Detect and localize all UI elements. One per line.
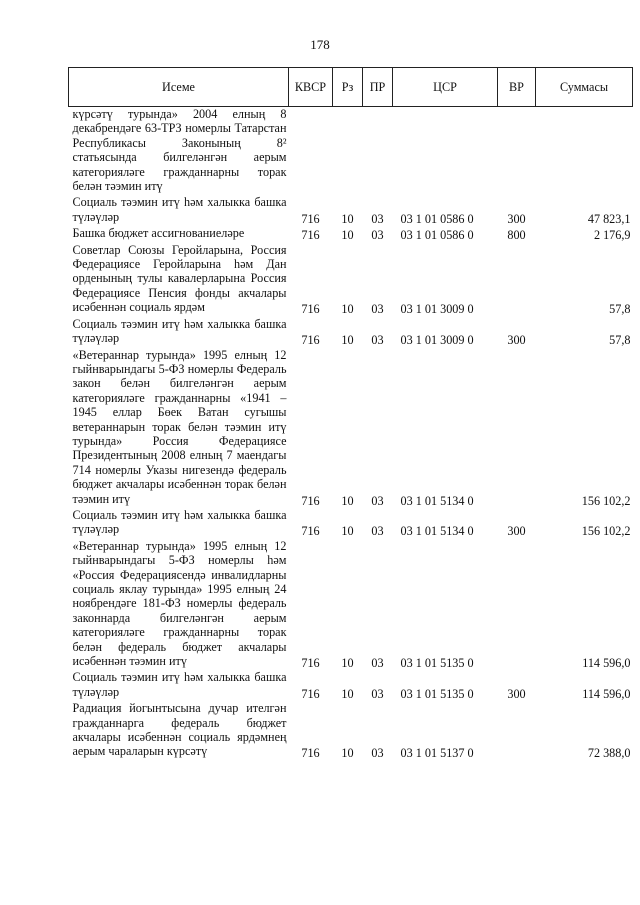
row-name: «Ветераннар турында» 1995 елның 12 гыйнварындагы 5-ФЗ номерлы Федераль закон белән билгеләнгән аерым категорияләге гражданнарны «1941 – 1945 еллар Бөек Ватан сугышы ветераннарын торак белән тәэмин итү турында» Россия Федерациясе Президентының 2008 елның 7 маендагы 714 номерлы Указы нигезендә федераль бюджет акчалары исәбеннән торак белән тәэмин итү <box>72 347 287 506</box>
row-kvsr: 716 <box>301 746 320 761</box>
row-rz: 10 <box>341 302 354 317</box>
row-csr: 03 1 01 0586 0 <box>400 211 474 226</box>
row-name: Социаль тәэмин итү һәм халыкка башка түләүләр <box>72 316 287 346</box>
row-pr: 03 <box>371 228 384 243</box>
header-csr: ЦСР <box>393 68 498 107</box>
table-row <box>69 107 633 196</box>
row-vr: 800 <box>507 228 526 243</box>
header-pr: ПР <box>363 68 393 107</box>
row-vr: 300 <box>507 524 526 539</box>
row-rz: 10 <box>341 211 354 226</box>
table-header-row <box>69 68 633 107</box>
row-rz: 10 <box>341 656 354 671</box>
header-vr: ВР <box>498 68 536 107</box>
table-row <box>69 317 633 348</box>
row-kvsr: 716 <box>301 524 320 539</box>
row-vr: 300 <box>507 333 526 348</box>
table-row <box>69 243 633 317</box>
table-row <box>69 348 633 508</box>
row-kvsr: 716 <box>301 656 320 671</box>
row-kvsr: 716 <box>301 228 320 243</box>
row-csr: 03 1 01 5137 0 <box>400 746 474 761</box>
row-sum: 57,8 <box>609 333 631 348</box>
table-row <box>69 195 633 226</box>
row-vr <box>498 701 536 761</box>
table-row <box>69 539 633 671</box>
row-vr: 300 <box>507 686 526 701</box>
table-row <box>69 226 633 242</box>
row-csr: 03 1 01 5134 0 <box>400 493 474 508</box>
table-row <box>69 701 633 761</box>
row-sum: 114 596,0 <box>582 686 631 701</box>
row-kvsr: 716 <box>301 686 320 701</box>
row-pr: 03 <box>371 302 384 317</box>
row-kvsr <box>289 107 333 196</box>
header-kvsr: КВСР <box>289 68 333 107</box>
page-number: 178 <box>310 37 330 52</box>
row-sum: 2 176,9 <box>593 228 631 243</box>
row-name: Башка бюджет ассигнованиеләре <box>72 226 245 241</box>
row-sum: 156 102,2 <box>581 493 631 508</box>
header-rz: Рз <box>333 68 363 107</box>
row-csr: 03 1 01 5134 0 <box>400 524 474 539</box>
budget-table <box>68 67 633 761</box>
row-kvsr: 716 <box>301 211 320 226</box>
header-name: Исеме <box>69 68 289 107</box>
row-name: Социаль тәэмин итү һәм халыкка башка түләүләр <box>72 507 287 537</box>
row-sum: 156 102,2 <box>581 524 631 539</box>
row-name: Социаль тәэмин итү һәм халыкка башка түләүләр <box>72 670 287 699</box>
row-name: «Ветераннар турында» 1995 елның 12 гыйнварындагы 5-ФЗ номерлы һәм «Россия Федерациясендә инвалидларны социаль яклау турында» 1995 елның 24 ноябрендәге 181-ФЗ номерлы федераль законнарда билгеләнгән аерым категорияләге гражданнарны торак белән федераль бюджет акчалары исәбеннән тәэмин итү <box>72 538 287 669</box>
row-rz: 10 <box>341 228 354 243</box>
row-kvsr: 716 <box>301 302 320 317</box>
table-row <box>69 508 633 539</box>
row-pr: 03 <box>371 746 384 761</box>
row-name: Социаль тәэмин итү һәм халыкка башка түләүләр <box>72 195 287 224</box>
row-name: Радиация йогынтысына дучар ителгән гражданнарга федераль бюджет акчалары исәбеннән социаль ярдәмнең аерым чараларын күрсәтү <box>72 701 287 759</box>
row-csr: 03 1 01 5135 0 <box>400 686 474 701</box>
row-vr <box>498 243 536 317</box>
row-vr: 300 <box>507 211 526 226</box>
row-pr: 03 <box>371 524 384 539</box>
row-kvsr: 716 <box>301 493 320 508</box>
row-csr: 03 1 01 3009 0 <box>400 302 474 317</box>
row-pr: 03 <box>371 493 384 508</box>
row-rz: 10 <box>341 333 354 348</box>
row-csr: 03 1 01 0586 0 <box>400 228 474 243</box>
row-vr <box>498 539 536 671</box>
row-vr <box>498 107 536 196</box>
table-row <box>69 670 633 701</box>
row-rz: 10 <box>341 686 354 701</box>
row-sum: 72 388,0 <box>587 746 631 761</box>
row-vr <box>498 348 536 508</box>
row-rz: 10 <box>341 524 354 539</box>
row-pr <box>363 107 393 196</box>
row-rz: 10 <box>341 746 354 761</box>
header-sum: Суммасы <box>536 68 633 107</box>
row-rz <box>333 107 363 196</box>
row-sum: 57,8 <box>609 302 631 317</box>
row-sum <box>536 107 633 196</box>
row-pr: 03 <box>371 211 384 226</box>
row-rz: 10 <box>341 493 354 508</box>
row-sum: 114 596,0 <box>582 656 631 671</box>
row-pr: 03 <box>371 656 384 671</box>
row-sum: 47 823,1 <box>587 211 631 226</box>
row-pr: 03 <box>371 333 384 348</box>
row-name: күрсәтү турында» 2004 елның 8 декабрендәге 63-ТРЗ номерлы Татарстан Республикасы Законының 8² статьясында билгеләнгән аерым категорияләге гражданнарны торак белән тәэмин итү <box>72 107 287 194</box>
row-name: Советлар Союзы Геройларына, Россия Федерациясе Геройларына һәм Дан орденының тулы кавалерларына Россия Федерациясе Пенсия фонды акчалары исәбеннән социаль ярдәм <box>72 242 287 315</box>
row-csr: 03 1 01 3009 0 <box>400 333 474 348</box>
row-csr: 03 1 01 5135 0 <box>400 656 474 671</box>
row-pr: 03 <box>371 686 384 701</box>
row-csr <box>393 107 498 196</box>
row-kvsr: 716 <box>301 333 320 348</box>
